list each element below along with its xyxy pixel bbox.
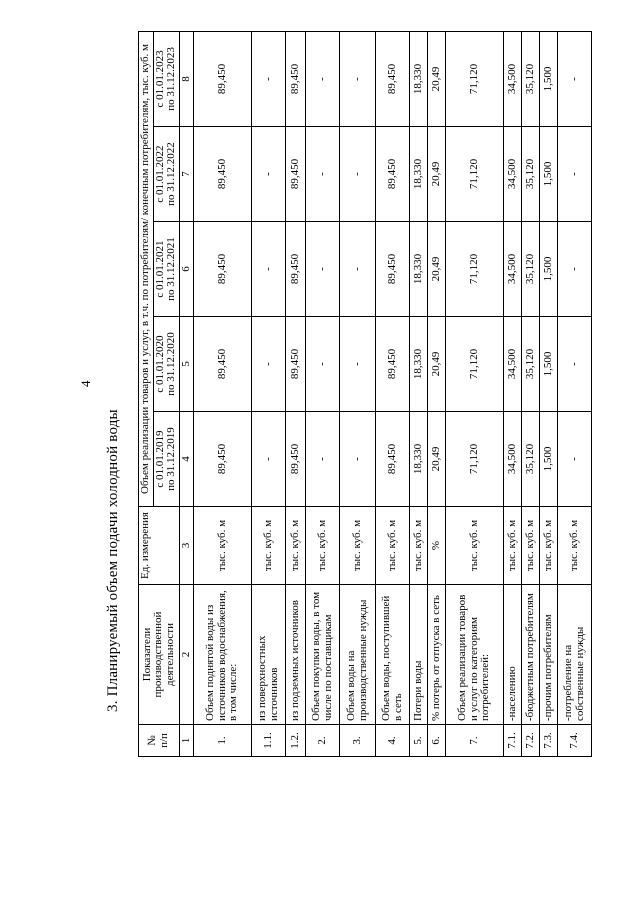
row-value: 18,330 bbox=[410, 222, 428, 317]
row-unit: тыс. куб. м bbox=[286, 507, 306, 585]
row-value: - bbox=[558, 127, 592, 222]
row-value: - bbox=[252, 31, 286, 126]
column-number: 3 bbox=[179, 507, 194, 585]
row-number: 1.1. bbox=[252, 725, 286, 757]
header-group-title: Объем реализации товаров и услуг, в т.ч. по потребителям/ конечным потребителям, тыс. куб. м bbox=[139, 31, 154, 506]
row-value: 1,500 bbox=[540, 127, 558, 222]
table-body bbox=[194, 31, 592, 756]
row-value: 89,450 bbox=[286, 317, 306, 412]
row-unit: тыс. куб. м bbox=[306, 507, 340, 585]
row-indicator: Объем поднятой воды из источников водоснабжения, в том числе: bbox=[194, 585, 252, 725]
row-value: 20,49 bbox=[428, 317, 446, 412]
row-value: - bbox=[340, 317, 376, 412]
row-value: 89,450 bbox=[194, 317, 252, 412]
row-number: 7.4. bbox=[558, 725, 592, 757]
row-value: - bbox=[306, 412, 340, 507]
row-value: 89,450 bbox=[376, 31, 410, 126]
table-row bbox=[428, 31, 446, 756]
table-row bbox=[376, 31, 410, 756]
row-value: 34,500 bbox=[504, 127, 522, 222]
row-value: 71,120 bbox=[446, 412, 504, 507]
row-value: 89,450 bbox=[194, 127, 252, 222]
row-number: 1. bbox=[194, 725, 252, 757]
header-period: с 01.01.2020 по 31.12.2020 bbox=[153, 317, 179, 412]
row-unit: тыс. куб. м bbox=[558, 507, 592, 585]
table-row bbox=[504, 31, 522, 756]
row-indicator: Объем покупки воды, в том числе по поставщикам bbox=[306, 585, 340, 725]
row-value: 71,120 bbox=[446, 127, 504, 222]
row-value: 89,450 bbox=[376, 127, 410, 222]
row-value: - bbox=[340, 127, 376, 222]
row-value: 20,49 bbox=[428, 31, 446, 126]
row-value: 35,120 bbox=[522, 317, 540, 412]
row-value: 35,120 bbox=[522, 31, 540, 126]
table-row bbox=[306, 31, 340, 756]
row-value: - bbox=[252, 317, 286, 412]
row-value: 71,120 bbox=[446, 222, 504, 317]
column-number: 2 bbox=[179, 585, 194, 725]
row-value: 89,450 bbox=[194, 31, 252, 126]
row-indicator: из подземных источников bbox=[286, 585, 306, 725]
row-value: 34,500 bbox=[504, 222, 522, 317]
row-value: - bbox=[340, 412, 376, 507]
header-no: № п/п bbox=[139, 725, 180, 757]
row-unit: % bbox=[428, 507, 446, 585]
table-row bbox=[558, 31, 592, 756]
row-value: - bbox=[558, 31, 592, 126]
row-value: 89,450 bbox=[286, 31, 306, 126]
row-value: - bbox=[306, 127, 340, 222]
row-number: 3. bbox=[340, 725, 376, 757]
row-number: 2. bbox=[306, 725, 340, 757]
row-unit: тыс. куб. м bbox=[376, 507, 410, 585]
column-number: 6 bbox=[179, 222, 194, 317]
header-indicator: Показатели производственной деятельности bbox=[139, 585, 180, 725]
row-unit: тыс. куб. м bbox=[194, 507, 252, 585]
table-row bbox=[410, 31, 428, 756]
row-unit: тыс. куб. м bbox=[504, 507, 522, 585]
row-indicator: Объем воды, поступившей в сеть bbox=[376, 585, 410, 725]
row-value: 20,49 bbox=[428, 222, 446, 317]
table-row bbox=[194, 31, 252, 756]
row-number: 7. bbox=[446, 725, 504, 757]
row-indicator: Объем воды на производственные нужды bbox=[340, 585, 376, 725]
row-value: - bbox=[558, 317, 592, 412]
row-number: 5. bbox=[410, 725, 428, 757]
row-value: - bbox=[558, 412, 592, 507]
row-unit: тыс. куб. м bbox=[252, 507, 286, 585]
row-indicator: -прочим потребителям bbox=[540, 585, 558, 725]
row-value: 18,330 bbox=[410, 317, 428, 412]
column-number: 1 bbox=[179, 725, 194, 757]
row-value: 35,120 bbox=[522, 222, 540, 317]
row-value: 1,500 bbox=[540, 412, 558, 507]
row-value: 1,500 bbox=[540, 31, 558, 126]
row-number: 4. bbox=[376, 725, 410, 757]
rotated-page-content bbox=[60, 17, 610, 757]
row-value: 18,330 bbox=[410, 412, 428, 507]
section-title: 3. Планируемый объем подачи холодной воды bbox=[105, 409, 121, 712]
row-number: 7.1. bbox=[504, 725, 522, 757]
row-indicator: -бюджетным потребителям bbox=[522, 585, 540, 725]
row-indicator: Объем реализации товаров и услуг по категориям потребителей: bbox=[446, 585, 504, 725]
row-value: 89,450 bbox=[286, 127, 306, 222]
row-unit: тыс. куб. м bbox=[522, 507, 540, 585]
row-unit: тыс. куб. м bbox=[340, 507, 376, 585]
row-value: 34,500 bbox=[504, 412, 522, 507]
row-number: 1.2. bbox=[286, 725, 306, 757]
row-value: 18,330 bbox=[410, 31, 428, 126]
row-value: - bbox=[306, 31, 340, 126]
row-value: 89,450 bbox=[376, 412, 410, 507]
row-value: - bbox=[306, 317, 340, 412]
header-period: с 01.01.2022 по 31.12.2022 bbox=[153, 127, 179, 222]
row-value: - bbox=[306, 222, 340, 317]
row-value: 1,500 bbox=[540, 222, 558, 317]
column-numbers-row bbox=[179, 31, 194, 756]
row-value: 71,120 bbox=[446, 317, 504, 412]
row-number: 7.2. bbox=[522, 725, 540, 757]
row-unit: тыс. куб. м bbox=[410, 507, 428, 585]
row-value: 20,49 bbox=[428, 412, 446, 507]
row-value: 89,450 bbox=[376, 317, 410, 412]
table-row bbox=[340, 31, 376, 756]
row-value: - bbox=[252, 127, 286, 222]
table-row bbox=[446, 31, 504, 756]
row-value: - bbox=[558, 222, 592, 317]
row-value: 34,500 bbox=[504, 317, 522, 412]
column-number: 5 bbox=[179, 317, 194, 412]
row-unit: тыс. куб. м bbox=[540, 507, 558, 585]
row-unit: тыс. куб. м bbox=[446, 507, 504, 585]
row-value: 35,120 bbox=[522, 127, 540, 222]
row-value: - bbox=[340, 31, 376, 126]
row-value: - bbox=[252, 222, 286, 317]
water-supply-table bbox=[138, 31, 592, 757]
row-indicator: -потребление на собственные нужды bbox=[558, 585, 592, 725]
row-number: 6. bbox=[428, 725, 446, 757]
header-unit: Ед. измерения bbox=[139, 507, 180, 585]
column-number: 4 bbox=[179, 412, 194, 507]
row-value: 18,330 bbox=[410, 127, 428, 222]
header-period: с 01.01.2021 по 31.12.2021 bbox=[153, 222, 179, 317]
row-value: 89,450 bbox=[194, 222, 252, 317]
row-value: 89,450 bbox=[286, 222, 306, 317]
row-value: 89,450 bbox=[376, 222, 410, 317]
column-number: 8 bbox=[179, 31, 194, 126]
row-value: - bbox=[252, 412, 286, 507]
row-indicator: % потерь от отпуска в сеть bbox=[428, 585, 446, 725]
row-value: 89,450 bbox=[194, 412, 252, 507]
column-number: 7 bbox=[179, 127, 194, 222]
row-value: - bbox=[340, 222, 376, 317]
page-number: 4 bbox=[78, 380, 93, 387]
row-value: 71,120 bbox=[446, 31, 504, 126]
row-indicator: -населению bbox=[504, 585, 522, 725]
table-row bbox=[540, 31, 558, 756]
row-value: 1,500 bbox=[540, 317, 558, 412]
row-value: 89,450 bbox=[286, 412, 306, 507]
table-row bbox=[522, 31, 540, 756]
header-period: с 01.01.2019 по 31.12.2019 bbox=[153, 412, 179, 507]
row-indicator: Потери воды bbox=[410, 585, 428, 725]
table-row bbox=[286, 31, 306, 756]
row-value: 35,120 bbox=[522, 412, 540, 507]
row-indicator: из поверхностных источников bbox=[252, 585, 286, 725]
row-number: 7.3. bbox=[540, 725, 558, 757]
table-row bbox=[252, 31, 286, 756]
header-period: с 01.01.2023 по 31.12.2023 bbox=[153, 31, 179, 126]
row-value: 20,49 bbox=[428, 127, 446, 222]
row-value: 34,500 bbox=[504, 31, 522, 126]
